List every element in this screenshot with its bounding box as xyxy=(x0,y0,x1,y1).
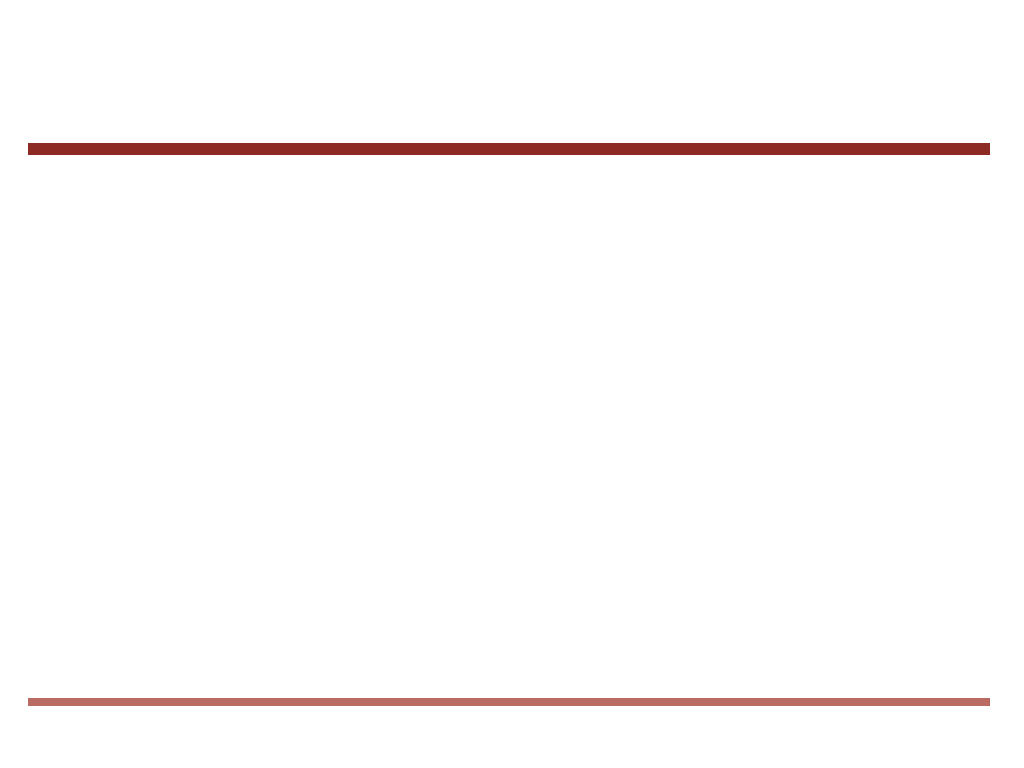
footer-divider xyxy=(28,698,990,706)
title-divider xyxy=(28,143,990,155)
